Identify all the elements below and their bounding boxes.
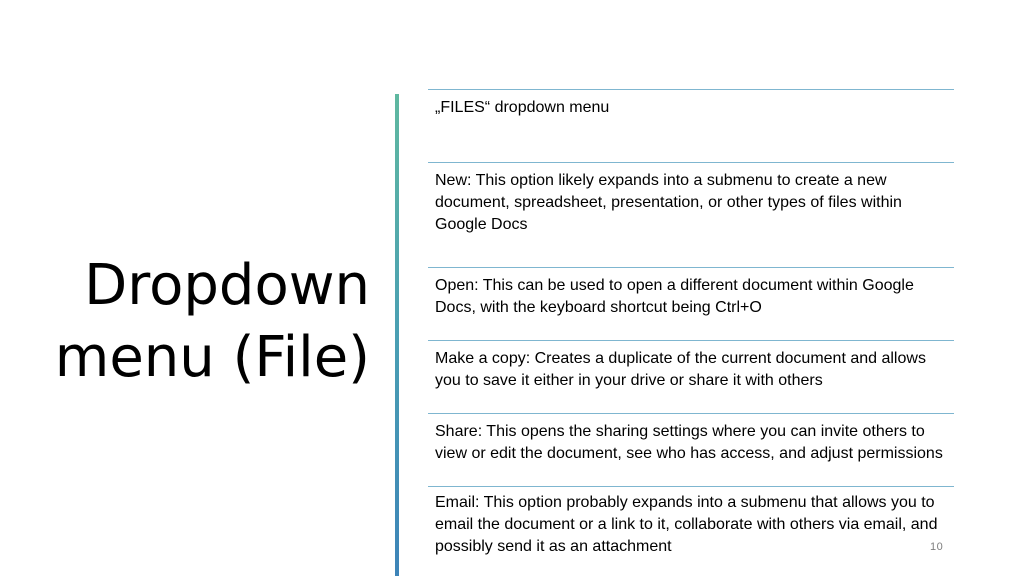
- list-item-email: Email: This option probably expands into a submenu that allows you to email the document or a link to it, collaborate with others via email, and possibly send it as an attachment: [428, 486, 954, 576]
- list-item-open: Open: This can be used to open a different document within Google Docs, with the keyboard shortcut being Ctrl+O: [428, 267, 954, 340]
- list-item-new: New: This option likely expands into a submenu to create a new document, spreadsheet, presentation, or other types of files within Google Docs: [428, 162, 954, 267]
- menu-description-list: [428, 89, 954, 576]
- list-item-header: „FILES“ dropdown menu: [428, 89, 954, 162]
- list-item-make-a-copy: Make a copy: Creates a duplicate of the current document and allows you to save it either in your drive or share it with others: [428, 340, 954, 413]
- list-item-share: Share: This opens the sharing settings where you can invite others to view or edit the document, see who has access, and adjust permissions: [428, 413, 954, 486]
- vertical-divider: [395, 94, 399, 576]
- slide-title: Dropdown menu (File): [54, 253, 370, 390]
- page-number: 10: [930, 541, 944, 553]
